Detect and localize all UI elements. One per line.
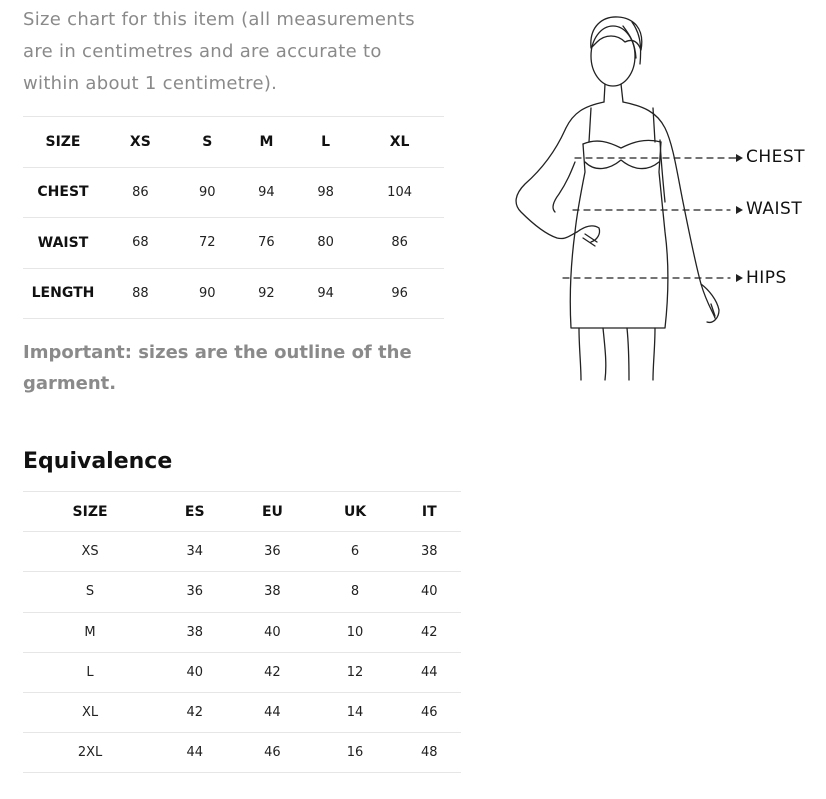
table-cell: 36 — [264, 544, 281, 560]
table-cell: 8 — [350, 584, 360, 600]
table-cell: 14 — [346, 705, 364, 721]
table-row — [23, 167, 444, 218]
table-row — [23, 572, 461, 612]
table-cell: M — [84, 624, 96, 640]
chest-label: CHEST — [746, 147, 806, 167]
row-label: LENGTH — [31, 285, 95, 302]
table-row — [23, 692, 461, 732]
table-row — [23, 733, 461, 773]
table-cell: 34 — [186, 544, 203, 560]
table-cell: 94 — [317, 285, 334, 301]
table-cell: 2XL — [77, 745, 103, 761]
header-cell: EU — [261, 503, 283, 520]
equivalence-table — [23, 491, 461, 773]
table-cell: 96 — [391, 285, 408, 301]
table-cell: 94 — [258, 184, 275, 200]
table-cell: 42 — [264, 664, 281, 680]
table-cell: 86 — [391, 235, 408, 251]
table-row — [23, 532, 461, 572]
header-cell: XS — [129, 133, 151, 150]
header-cell: UK — [343, 503, 367, 520]
table-row — [23, 218, 444, 269]
table-cell: 16 — [346, 745, 364, 761]
table-cell: 44 — [264, 705, 281, 721]
dress-figure-icon — [505, 12, 820, 384]
table-cell: 88 — [132, 285, 149, 301]
header-cell: ES — [184, 503, 205, 520]
header-cell: L — [321, 133, 331, 150]
equivalence-title: Equivalence — [23, 449, 173, 474]
table-cell: XL — [81, 705, 99, 721]
table-cell: 10 — [346, 624, 364, 640]
table-cell: 68 — [132, 235, 149, 251]
table-cell: 86 — [132, 184, 149, 200]
waist-label: WAIST — [746, 199, 803, 219]
table-cell: 38 — [264, 584, 281, 600]
table-cell: 44 — [186, 745, 203, 761]
header-cell: M — [259, 133, 274, 150]
table-cell: 98 — [317, 184, 334, 200]
row-label: WAIST — [37, 234, 89, 251]
row-label: CHEST — [37, 184, 89, 201]
table-cell: L — [86, 664, 94, 680]
table-cell: 72 — [199, 235, 216, 251]
table-cell: 6 — [350, 544, 360, 560]
table-cell: 38 — [421, 544, 438, 560]
table-cell: 40 — [264, 624, 281, 640]
table-row — [23, 268, 444, 319]
table-cell: 12 — [346, 664, 364, 680]
size-chart-table — [23, 116, 444, 319]
important-note: Important: sizes are the outline of the garment. — [23, 342, 412, 394]
table-cell: 46 — [421, 705, 438, 721]
header-cell: IT — [421, 503, 437, 520]
table-cell: 90 — [199, 184, 216, 200]
table-cell: 80 — [317, 235, 334, 251]
hips-label: HIPS — [746, 268, 787, 288]
table-row — [23, 652, 461, 692]
table-header-row — [23, 492, 461, 532]
header-cell: SIZE — [45, 133, 81, 150]
header-cell: SIZE — [72, 503, 108, 520]
table-cell: 46 — [264, 745, 281, 761]
table-cell: 42 — [421, 624, 438, 640]
table-cell: 40 — [186, 664, 203, 680]
table-row — [23, 612, 461, 652]
table-cell: 90 — [199, 285, 216, 301]
table-cell: S — [85, 584, 95, 600]
table-cell: XS — [81, 544, 99, 560]
table-cell: 48 — [421, 745, 438, 761]
table-cell: 38 — [186, 624, 203, 640]
table-cell: 36 — [186, 584, 203, 600]
header-cell: XL — [389, 133, 410, 150]
header-cell: S — [202, 133, 213, 150]
table-cell: 92 — [258, 285, 275, 301]
table-cell: 40 — [421, 584, 438, 600]
table-cell: 76 — [258, 235, 275, 251]
intro-text: Size chart for this item (all measurements are in centimetres and are accurate to within about 1 centimetre). — [23, 9, 415, 94]
table-cell: 104 — [387, 184, 412, 200]
table-cell: 44 — [421, 664, 438, 680]
table-header-row — [23, 117, 444, 168]
table-cell: 42 — [186, 705, 203, 721]
